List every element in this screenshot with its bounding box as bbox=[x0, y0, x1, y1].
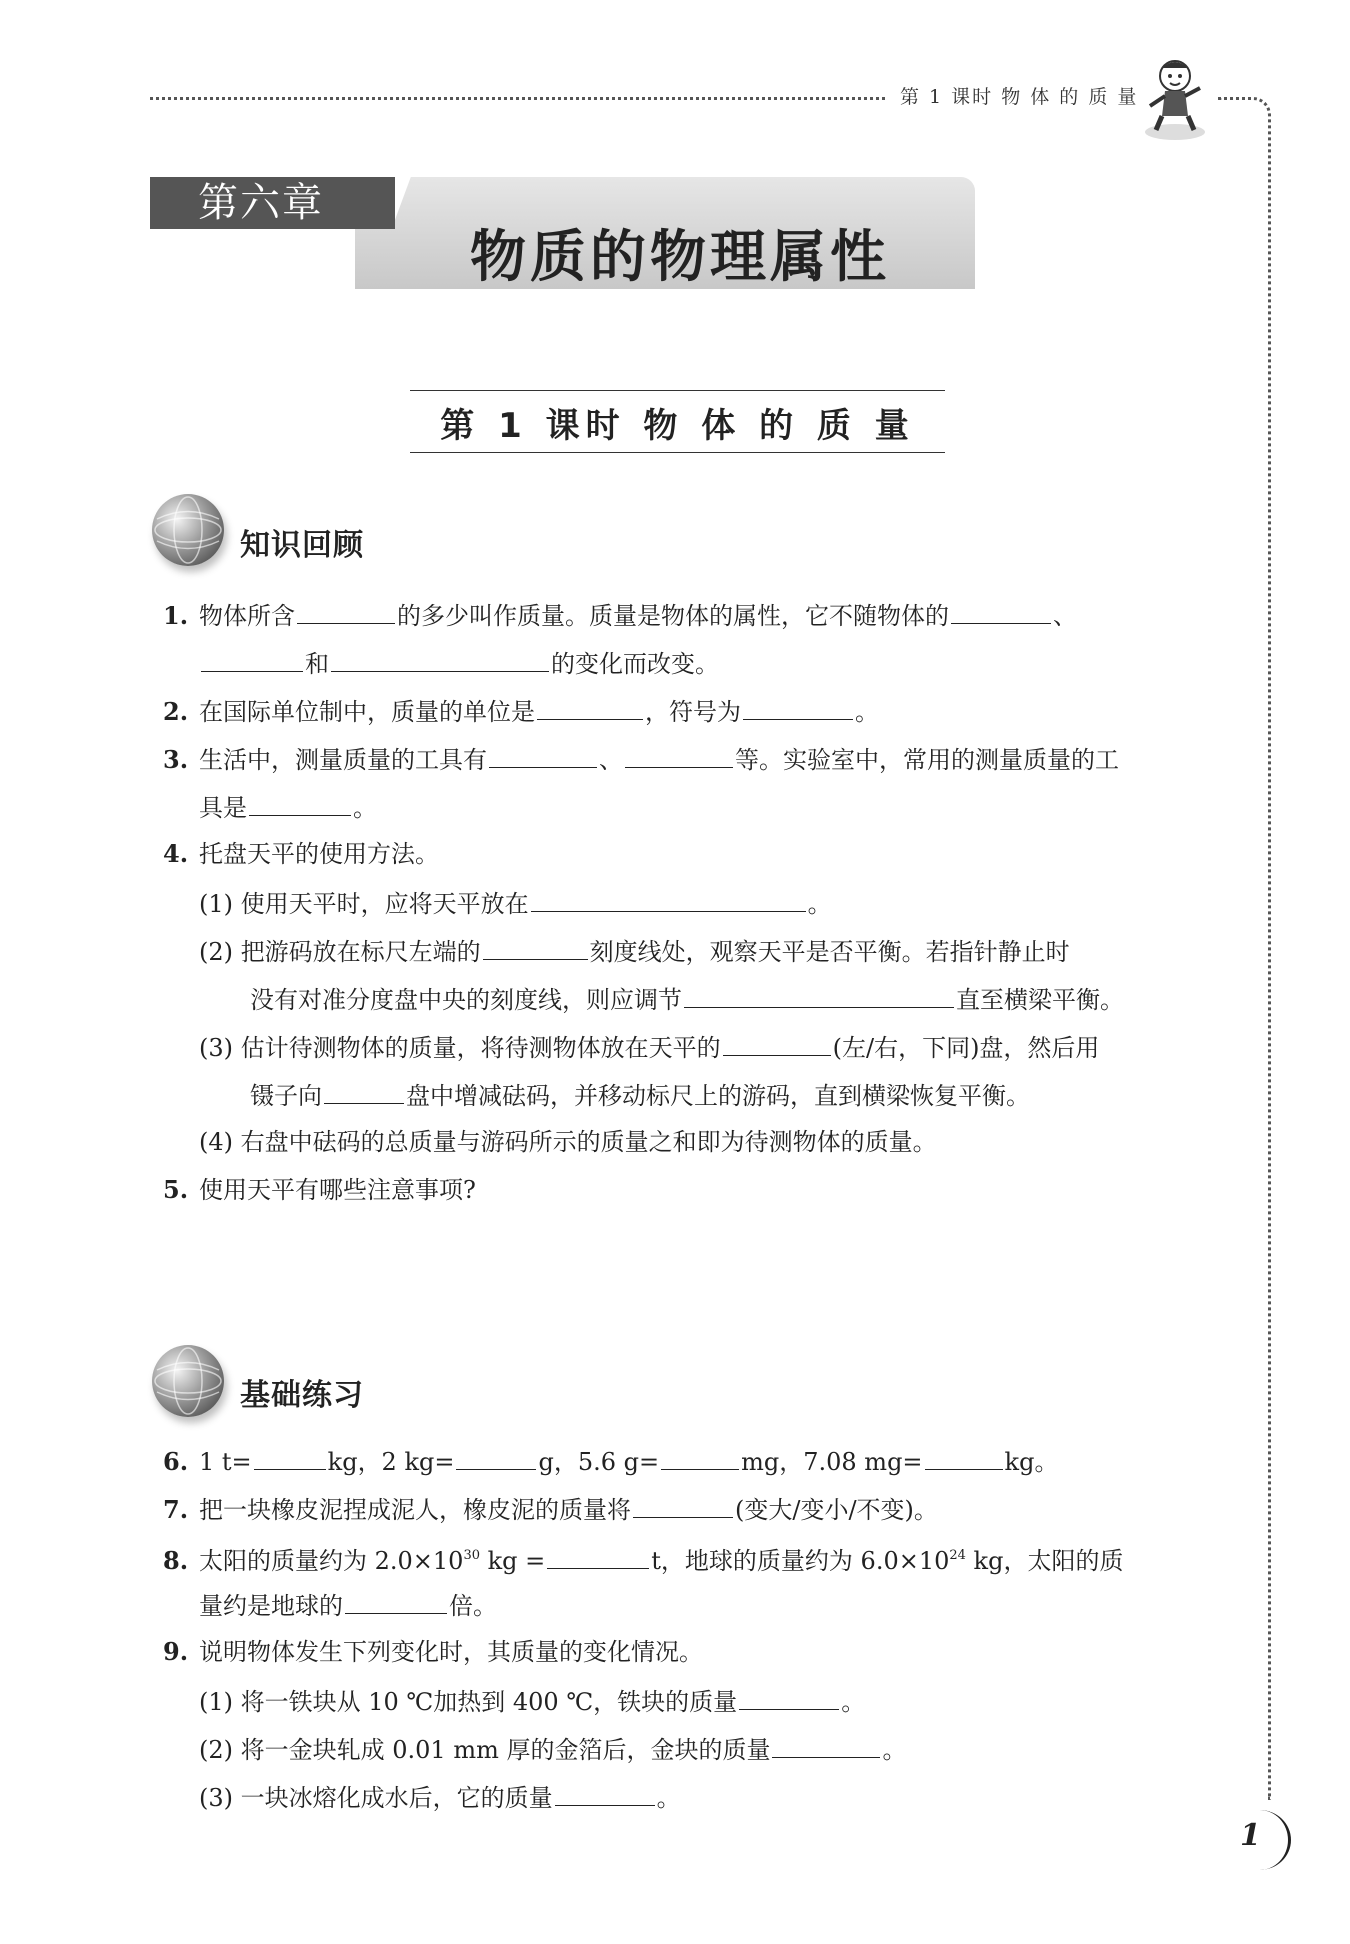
exponent: 24 bbox=[949, 1548, 966, 1563]
question-text: 、 bbox=[599, 746, 623, 774]
question-text: g，5.6 g= bbox=[538, 1448, 660, 1476]
answer-blank[interactable] bbox=[951, 597, 1051, 624]
answer-blank[interactable] bbox=[531, 885, 806, 912]
question-text: (2) 将一金块轧成 0.01 mm 厚的金箔后，金块的质量 bbox=[199, 1736, 771, 1764]
question-text: (1) 使用天平时，应将天平放在 bbox=[199, 890, 529, 918]
answer-blank[interactable] bbox=[555, 1779, 655, 1806]
question-text: 、 bbox=[1053, 602, 1077, 630]
answer-blank[interactable] bbox=[633, 1491, 733, 1518]
question-3-line-2 bbox=[199, 789, 377, 825]
question-4-sub-1 bbox=[199, 885, 832, 921]
question-number: 7. bbox=[163, 1495, 189, 1524]
question-4-sub-4 bbox=[199, 1125, 937, 1159]
running-header: 第 1 课时 物 体 的 质 量 bbox=[900, 86, 1139, 108]
answer-blank[interactable] bbox=[483, 933, 588, 960]
question-number: 5. bbox=[163, 1175, 189, 1204]
answer-blank[interactable] bbox=[661, 1443, 739, 1470]
question-text: 。 bbox=[882, 1736, 907, 1764]
question-6 bbox=[163, 1443, 1058, 1479]
question-text: kg，太阳的质 bbox=[965, 1547, 1124, 1575]
question-text: (2) 把游码放在标尺左端的 bbox=[199, 938, 481, 966]
question-9-sub-2 bbox=[199, 1731, 906, 1767]
answer-blank[interactable] bbox=[456, 1443, 536, 1470]
question-text: 把一块橡皮泥捏成泥人，橡皮泥的质量将 bbox=[199, 1496, 631, 1524]
question-text: kg = bbox=[480, 1547, 546, 1575]
question-number: 3. bbox=[163, 745, 189, 774]
section-title-review: 知识回顾 bbox=[240, 528, 364, 563]
question-text: 。 bbox=[656, 1784, 681, 1812]
answer-blank[interactable] bbox=[625, 741, 733, 768]
answer-blank[interactable] bbox=[297, 597, 395, 624]
mascot-icon bbox=[1140, 54, 1210, 144]
question-text: 直至横梁平衡。 bbox=[956, 986, 1124, 1014]
question-text: 具是 bbox=[199, 794, 247, 822]
globe-icon bbox=[152, 1345, 224, 1417]
lesson-title-top-rule bbox=[410, 390, 945, 391]
question-text: 1 t= bbox=[199, 1448, 252, 1476]
answer-blank[interactable] bbox=[254, 1443, 326, 1470]
question-number: 6. bbox=[163, 1447, 189, 1476]
question-text: 和 bbox=[305, 650, 329, 678]
answer-blank[interactable] bbox=[331, 645, 549, 672]
question-text: 刻度线处，观察天平是否平衡。若指针静止时 bbox=[589, 938, 1070, 966]
question-9-sub-1 bbox=[199, 1683, 865, 1719]
question-text: 没有对准分度盘中央的刻度线，则应调节 bbox=[250, 986, 682, 1014]
question-2 bbox=[163, 693, 879, 729]
answer-blank[interactable] bbox=[345, 1587, 447, 1614]
question-text: 。 bbox=[353, 794, 377, 822]
question-9-sub-3 bbox=[199, 1779, 681, 1815]
question-4-sub-3-line-2 bbox=[250, 1077, 1030, 1113]
question-text: (变大/变小/不变)。 bbox=[735, 1496, 938, 1524]
question-3-line-1 bbox=[163, 741, 1119, 777]
chapter-tab: 第六章 bbox=[150, 177, 395, 229]
page-number: 1 bbox=[1240, 1818, 1261, 1853]
question-number: 4. bbox=[163, 839, 189, 868]
answer-blank[interactable] bbox=[684, 981, 954, 1008]
question-text: 镊子向 bbox=[250, 1082, 322, 1110]
question-1-line-2 bbox=[199, 645, 719, 681]
chapter-title: 物质的物理属性 bbox=[470, 225, 890, 290]
section-title-practice: 基础练习 bbox=[240, 1378, 364, 1413]
question-text: 说明物体发生下列变化时，其质量的变化情况。 bbox=[199, 1638, 703, 1666]
question-4-sub-3-line-1 bbox=[199, 1029, 1099, 1065]
question-4 bbox=[163, 837, 439, 871]
question-number: 2. bbox=[163, 697, 189, 726]
question-text: ，符号为 bbox=[645, 698, 741, 726]
question-4-sub-2-line-2 bbox=[250, 981, 1124, 1017]
question-text: mg，7.08 mg= bbox=[741, 1448, 923, 1476]
question-text: (1) 将一铁块从 10 ℃加热到 400 ℃，铁块的质量 bbox=[199, 1688, 738, 1716]
question-text: 太阳的质量约为 2.0×10 bbox=[199, 1547, 464, 1575]
question-text: (左/右，下同)盘，然后用 bbox=[832, 1034, 1100, 1062]
globe-icon bbox=[152, 494, 224, 566]
question-text: 物体所含 bbox=[199, 602, 295, 630]
question-text: 。 bbox=[855, 698, 879, 726]
answer-blank[interactable] bbox=[739, 1683, 839, 1710]
lesson-title-bottom-rule bbox=[410, 452, 945, 453]
answer-blank[interactable] bbox=[772, 1731, 880, 1758]
question-text: (3) 一块冰熔化成水后，它的质量 bbox=[199, 1784, 553, 1812]
question-7 bbox=[163, 1491, 938, 1527]
question-text: 量约是地球的 bbox=[199, 1592, 343, 1620]
answer-blank[interactable] bbox=[547, 1542, 649, 1569]
question-number: 9. bbox=[163, 1637, 189, 1666]
question-8-line-2 bbox=[199, 1587, 497, 1623]
answer-blank[interactable] bbox=[743, 693, 853, 720]
page-border-dotted bbox=[1218, 97, 1271, 1800]
question-text: 的多少叫作质量。质量是物体的属性，它不随物体的 bbox=[397, 602, 949, 630]
question-5 bbox=[163, 1173, 476, 1207]
question-1-line-1 bbox=[163, 597, 1077, 633]
answer-blank[interactable] bbox=[249, 789, 351, 816]
question-text: kg，2 kg= bbox=[327, 1448, 455, 1476]
header-dotted-rule bbox=[150, 97, 885, 100]
answer-blank[interactable] bbox=[537, 693, 643, 720]
question-text: 在国际单位制中，质量的单位是 bbox=[199, 698, 535, 726]
exponent: 30 bbox=[463, 1548, 480, 1563]
question-9 bbox=[163, 1635, 703, 1669]
question-text: 盘中增减砝码，并移动标尺上的游码，直到横梁恢复平衡。 bbox=[406, 1082, 1030, 1110]
question-text: t，地球的质量约为 6.0×10 bbox=[651, 1547, 950, 1575]
answer-blank[interactable] bbox=[925, 1443, 1003, 1470]
question-text: 。 bbox=[841, 1688, 866, 1716]
answer-blank[interactable] bbox=[201, 645, 303, 672]
question-text: kg。 bbox=[1004, 1448, 1059, 1476]
question-text: (4) 右盘中砝码的总质量与游码所示的质量之和即为待测物体的质量。 bbox=[199, 1128, 937, 1156]
question-text: 生活中，测量质量的工具有 bbox=[199, 746, 487, 774]
question-number: 1. bbox=[163, 601, 189, 630]
answer-blank[interactable] bbox=[324, 1077, 404, 1104]
answer-blank[interactable] bbox=[489, 741, 597, 768]
question-4-sub-2-line-1 bbox=[199, 933, 1070, 969]
question-text: 倍。 bbox=[449, 1592, 497, 1620]
question-text: 使用天平有哪些注意事项? bbox=[199, 1176, 476, 1204]
answer-blank[interactable] bbox=[723, 1029, 831, 1056]
question-text: 托盘天平的使用方法。 bbox=[199, 840, 439, 868]
question-text: 等。实验室中，常用的测量质量的工 bbox=[735, 746, 1119, 774]
question-8-line-1 bbox=[163, 1539, 1123, 1578]
lesson-title: 第 1 课时 物 体 的 质 量 bbox=[440, 406, 915, 446]
question-text: 的变化而改变。 bbox=[551, 650, 719, 678]
question-text: (3) 估计待测物体的质量，将待测物体放在天平的 bbox=[199, 1034, 721, 1062]
question-text: 。 bbox=[807, 890, 832, 918]
question-number: 8. bbox=[163, 1546, 189, 1575]
